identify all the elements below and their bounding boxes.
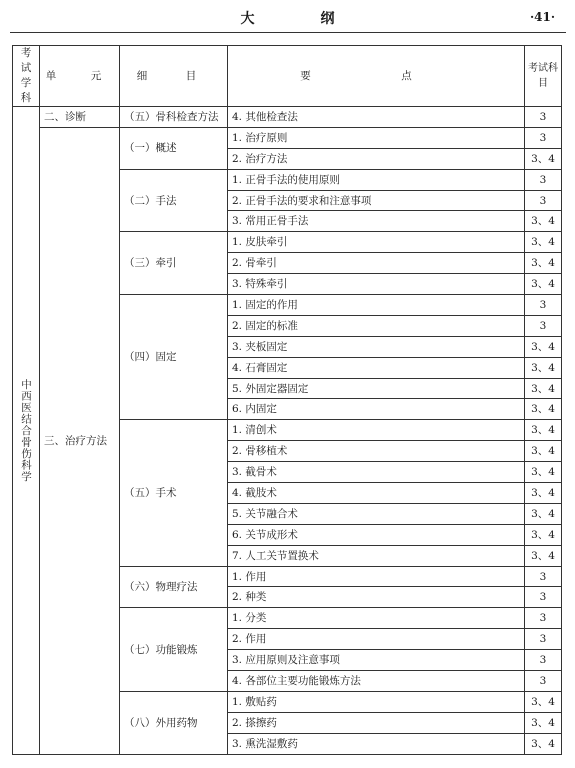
- point-cell: 1. 分类: [228, 608, 525, 629]
- page-number: ·41·: [529, 10, 555, 24]
- exam-cell: 3: [525, 566, 562, 587]
- point-cell: 1. 清创术: [228, 420, 525, 441]
- table-row: [13, 107, 562, 128]
- item-cell: （四）固定: [120, 295, 228, 420]
- point-cell: 2. 固定的标准: [228, 315, 525, 336]
- point-cell: 2. 治疗方法: [228, 148, 525, 169]
- exam-cell: 3: [525, 650, 562, 671]
- exam-cell: 3、4: [525, 545, 562, 566]
- point-cell: 2. 骨牵引: [228, 253, 525, 274]
- point-cell: 4. 其他检查法: [228, 107, 525, 128]
- exam-cell: 3、4: [525, 378, 562, 399]
- exam-cell: 3、4: [525, 733, 562, 754]
- point-cell: 4. 各部位主要功能锻炼方法: [228, 671, 525, 692]
- exam-cell: 3: [525, 169, 562, 190]
- exam-cell: 3: [525, 295, 562, 316]
- point-cell: 3. 常用正骨手法: [228, 211, 525, 232]
- exam-cell: 3: [525, 127, 562, 148]
- point-cell: 1. 作用: [228, 566, 525, 587]
- point-cell: 7. 人工关节置换术: [228, 545, 525, 566]
- header-unit: 单 元: [40, 46, 120, 107]
- exam-cell: 3、4: [525, 232, 562, 253]
- exam-cell: 3、4: [525, 712, 562, 733]
- subject-cell: 中西医结合骨伤科学: [13, 107, 40, 755]
- point-cell: 3. 应用原则及注意事项: [228, 650, 525, 671]
- point-cell: 1. 治疗原则: [228, 127, 525, 148]
- item-cell: （五）手术: [120, 420, 228, 566]
- exam-cell: 3、4: [525, 274, 562, 295]
- header-item: 细 目: [120, 46, 228, 107]
- point-cell: 4. 石膏固定: [228, 357, 525, 378]
- header-point: 要 点: [228, 46, 525, 107]
- item-cell: （六）物理疗法: [120, 566, 228, 608]
- exam-cell: 3、4: [525, 211, 562, 232]
- exam-cell: 3、4: [525, 253, 562, 274]
- exam-cell: 3: [525, 608, 562, 629]
- header-subject: 考试学科: [13, 46, 40, 107]
- exam-cell: 3、4: [525, 483, 562, 504]
- point-cell: 2. 搽擦药: [228, 712, 525, 733]
- unit-cell: 二、诊断: [40, 107, 120, 128]
- item-cell: （三）牵引: [120, 232, 228, 295]
- exam-cell: 3: [525, 190, 562, 211]
- point-cell: 4. 截肢术: [228, 483, 525, 504]
- point-cell: 3. 熏洗湿敷药: [228, 733, 525, 754]
- exam-cell: 3、4: [525, 357, 562, 378]
- exam-cell: 3: [525, 629, 562, 650]
- point-cell: 2. 作用: [228, 629, 525, 650]
- header-exam: 考试科目: [525, 46, 562, 107]
- point-cell: 5. 关节融合术: [228, 503, 525, 524]
- point-cell: 5. 外固定器固定: [228, 378, 525, 399]
- point-cell: 2. 种类: [228, 587, 525, 608]
- exam-cell: 3、4: [525, 462, 562, 483]
- point-cell: 3. 截骨术: [228, 462, 525, 483]
- exam-cell: 3、4: [525, 148, 562, 169]
- exam-cell: 3、4: [525, 420, 562, 441]
- exam-cell: 3: [525, 107, 562, 128]
- unit-cell: 三、治疗方法: [40, 127, 120, 754]
- exam-cell: 3、4: [525, 691, 562, 712]
- point-cell: 1. 正骨手法的使用原则: [228, 169, 525, 190]
- header-rule: [10, 32, 566, 33]
- point-cell: 1. 皮肤牵引: [228, 232, 525, 253]
- point-cell: 6. 内固定: [228, 399, 525, 420]
- table-body: [13, 107, 562, 755]
- exam-cell: 3: [525, 315, 562, 336]
- page-header: [0, 0, 575, 36]
- item-cell: （五）骨科检查方法: [120, 107, 228, 128]
- item-cell: （一）概述: [120, 127, 228, 169]
- exam-cell: 3: [525, 587, 562, 608]
- point-cell: 2. 骨移植术: [228, 441, 525, 462]
- exam-cell: 3: [525, 671, 562, 692]
- exam-cell: 3、4: [525, 399, 562, 420]
- page-title: 大 纲: [240, 11, 361, 27]
- point-cell: 3. 特殊牵引: [228, 274, 525, 295]
- exam-cell: 3、4: [525, 441, 562, 462]
- exam-cell: 3、4: [525, 524, 562, 545]
- point-cell: 3. 夹板固定: [228, 336, 525, 357]
- table-header-row: [13, 46, 562, 107]
- syllabus-table: [12, 45, 562, 755]
- table-row: [13, 127, 562, 148]
- exam-cell: 3、4: [525, 503, 562, 524]
- item-cell: （八）外用药物: [120, 691, 228, 754]
- item-cell: （七）功能锻炼: [120, 608, 228, 692]
- exam-cell: 3、4: [525, 336, 562, 357]
- point-cell: 2. 正骨手法的要求和注意事项: [228, 190, 525, 211]
- point-cell: 6. 关节成形术: [228, 524, 525, 545]
- item-cell: （二）手法: [120, 169, 228, 232]
- point-cell: 1. 敷贴药: [228, 691, 525, 712]
- point-cell: 1. 固定的作用: [228, 295, 525, 316]
